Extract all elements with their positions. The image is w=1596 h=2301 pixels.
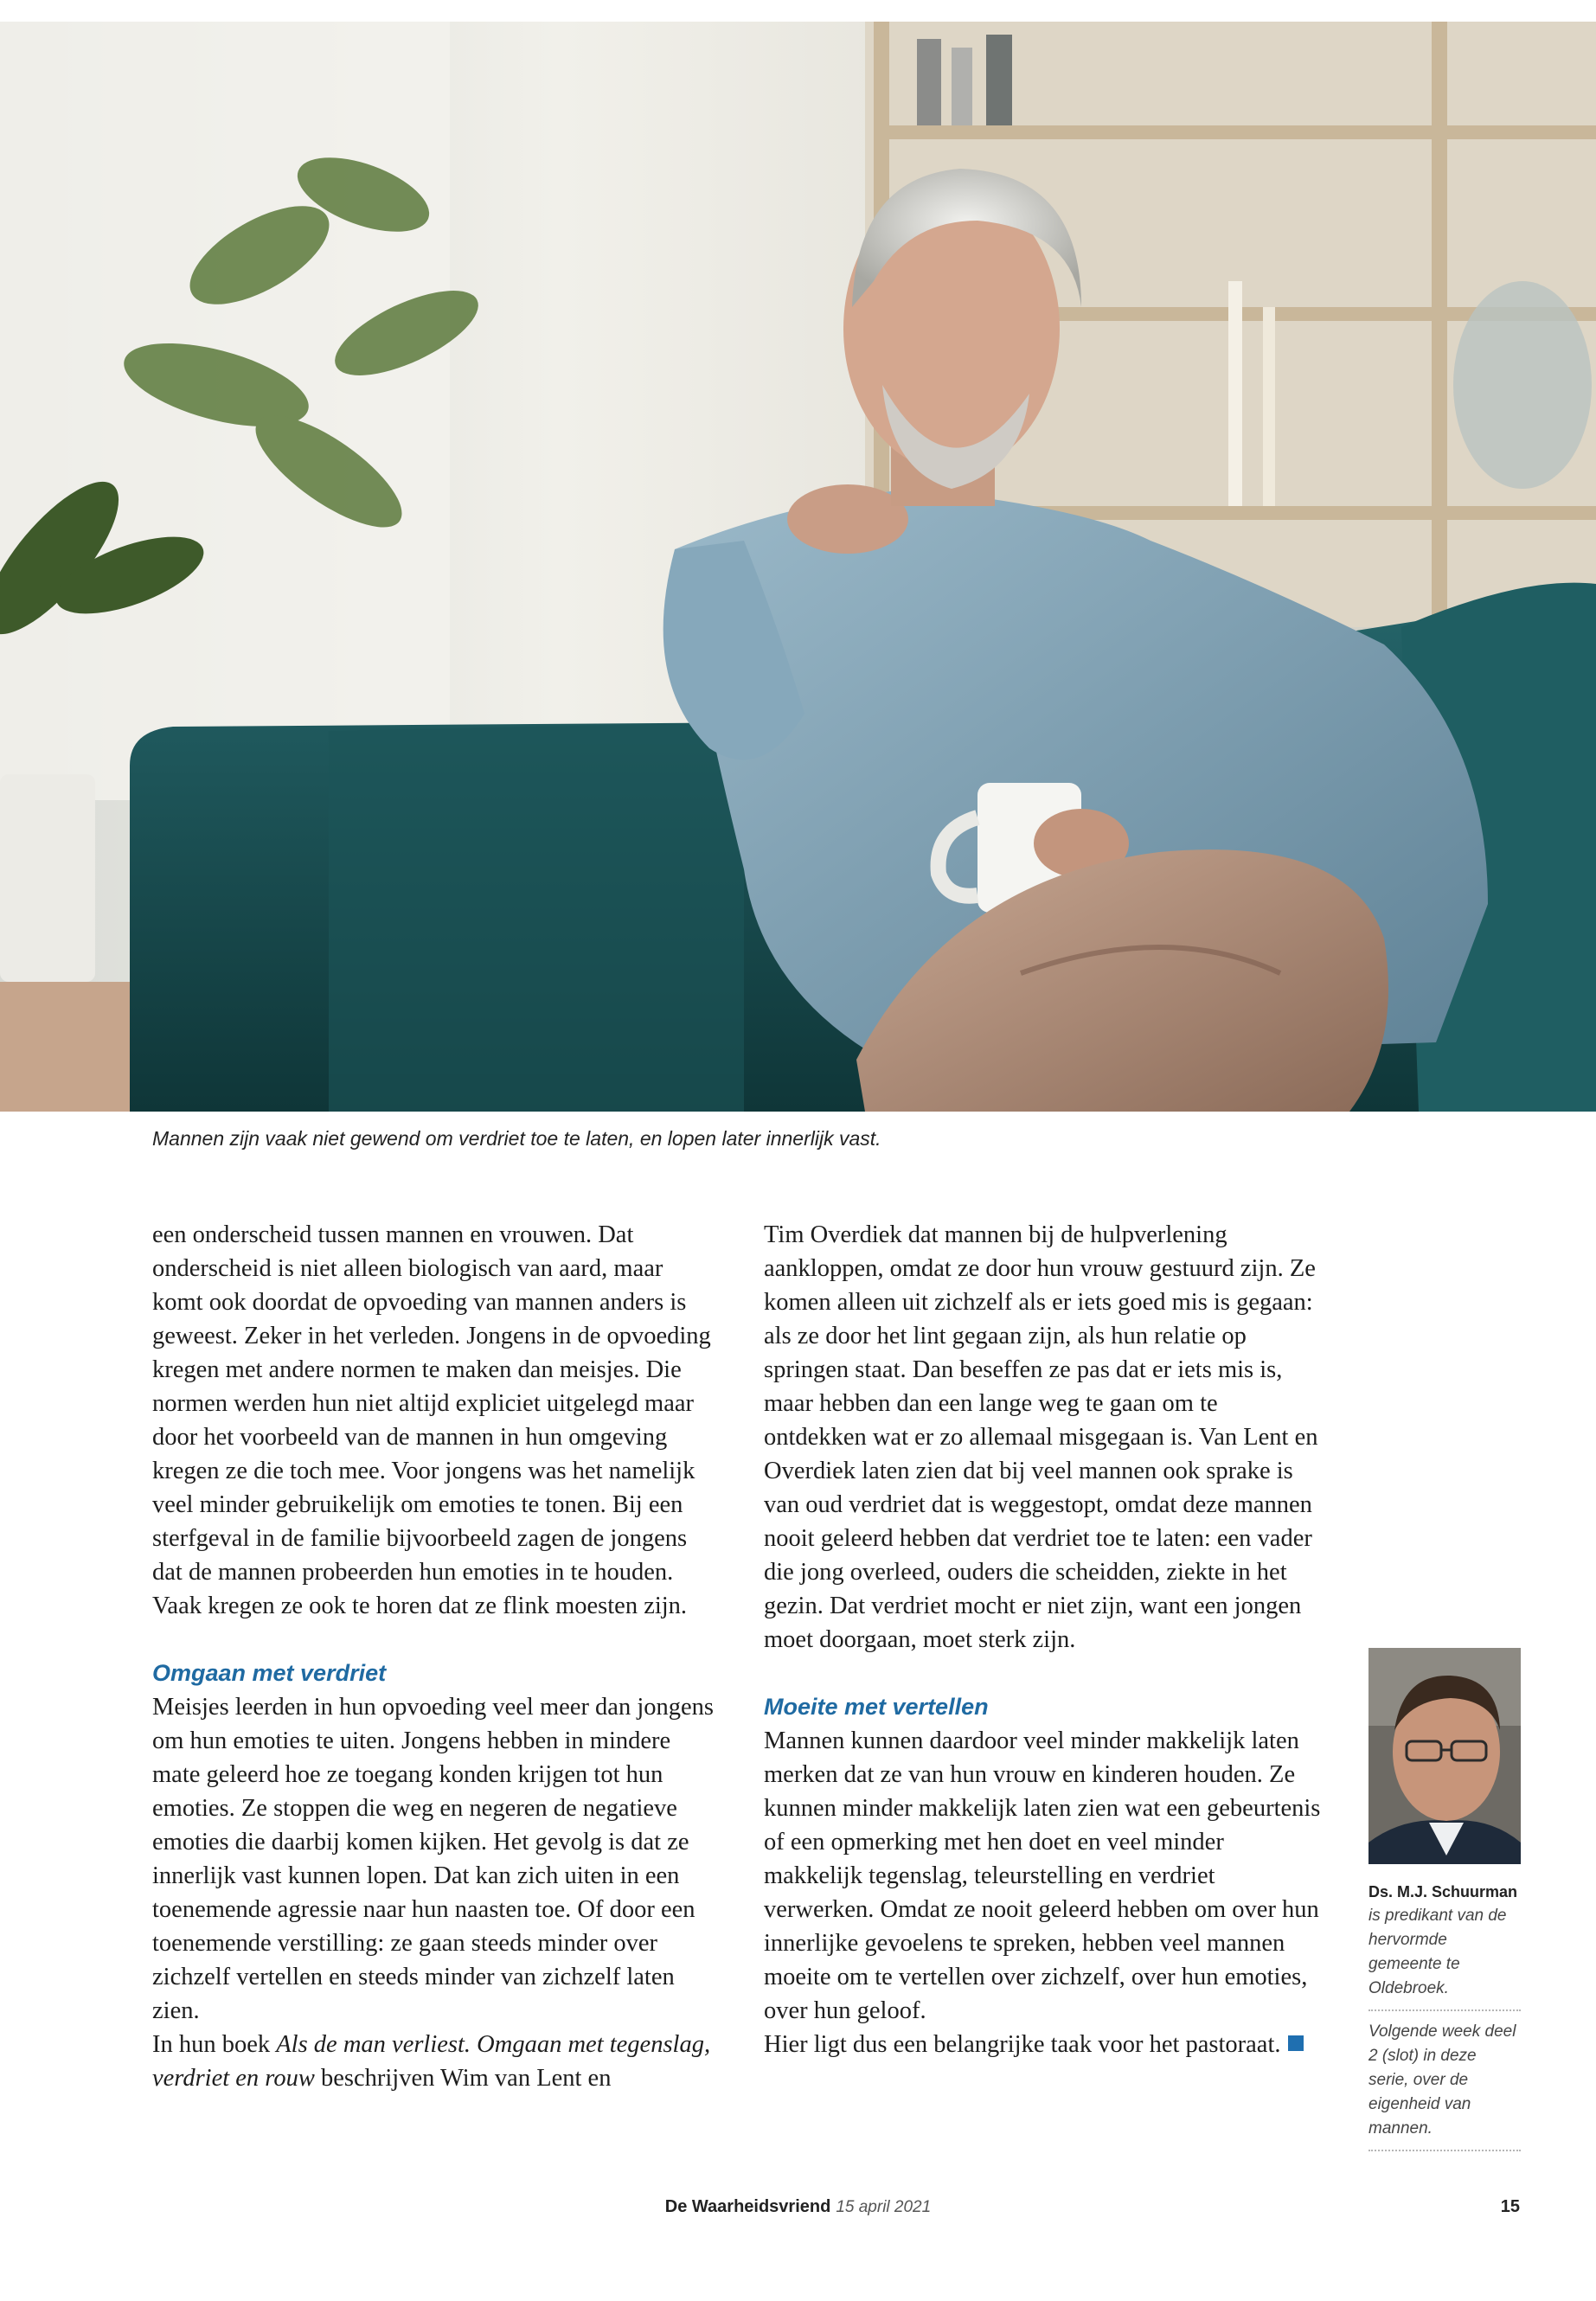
article-column-left — [152, 1218, 715, 2095]
issue-date: 15 april 2021 — [836, 2198, 932, 2216]
body-paragraph — [764, 2028, 1326, 2061]
divider — [1368, 2009, 1521, 2011]
subheading-moeite-met-vertellen: Moeite met vertellen — [764, 1694, 989, 1720]
body-text: Hier ligt dus een belangrijke taak voor het pastoraat. — [764, 2031, 1281, 2058]
body-text: In hun boek — [152, 2031, 277, 2058]
page-footer — [0, 2197, 1596, 2223]
body-paragraph — [152, 2028, 715, 2095]
body-paragraph: Tim Overdiek dat mannen bij de hulpverlening aankloppen, omdat ze door hun vrouw gestuurd zijn. Ze komen alleen uit zichzelf als er iets goed mis is gegaan: als ze door het lint gegaan zijn, als hun relatie op springen staat. Dan beseffen ze pas dat er iets mis is, maar hebben dan een lange weg te gaan om te ontdekken wat er zo allemaal misgegaan is. Van Lent en Overdiek laten zien dat bij veel mannen ook sprake is van oud verdriet dat is weggestopt, omdat deze mannen nooit geleerd hebben dat verdriet toe te laten: een vader die jong overleed, ouders die scheidden, ziekte in het gezin. Dat verdriet mocht er niet zijn, want een jongen moet doorgaan, moet sterk zijn. — [764, 1221, 1318, 1653]
hero-photo — [0, 22, 1596, 1112]
author-role: is predikant van de hervormde gemeente te Oldebroek. — [1368, 1907, 1507, 1997]
photo-caption: Mannen zijn vaak niet gewend om verdriet toe te laten, en lopen later innerlijk vast. — [152, 1127, 881, 1150]
author-sidebar — [1368, 1648, 1521, 2160]
body-text: beschrijven Wim van Lent en — [314, 2065, 612, 2092]
author-portrait-illustration — [1368, 1648, 1521, 1864]
body-paragraph: Mannen kunnen daardoor veel minder makkelijk laten merken dat ze van hun vrouw en kinderen houden. Ze kunnen minder makkelijk laten zien wat een gebeurtenis of een opmerking met hen doet en veel minder makkelijk tegenslag, teleurstelling en verdriet verwerken. Omdat ze nooit geleerd hebben om over hun innerlijke gevoelens te spreken, hebben veel mannen moeite om te vertellen over zichzelf, over hun emoties, over hun geloof. — [764, 1727, 1321, 2024]
divider — [1368, 2150, 1521, 2151]
author-portrait — [1368, 1648, 1521, 1864]
article-column-right — [764, 1218, 1326, 2061]
body-paragraph: een onderscheid tussen mannen en vrouwen. Dat onderscheid is niet alleen biologisch van aard, maar komt ook doordat de opvoeding van mannen anders is geweest. Zeker in het verleden. Jongens in de opvoeding kregen met andere normen te maken dan meisjes. Die normen werden hun niet altijd expliciet uitgelegd maar door het voorbeeld van de mannen in hun omgeving kregen ze die toch mee. Voor jongens was het namelijk veel minder gebruikelijk om emoties te tonen. Bij een sterfgeval in de familie bijvoorbeeld zagen de jongens dat de mannen probeerden hun emoties in te houden. Vaak kregen ze ook te horen dat ze flink moesten zijn. — [152, 1221, 711, 1619]
series-note: Volgende week deel 2 (slot) in deze serie, over de eigenheid van mannen. — [1368, 2022, 1516, 2138]
book-title: Als de man verliest. Omgaan met tegenslag, verdriet en rouw — [152, 2031, 711, 2092]
end-mark-icon — [1288, 2035, 1304, 2051]
subheading-omgaan-met-verdriet: Omgaan met verdriet — [152, 1660, 387, 1686]
body-paragraph: Meisjes leerden in hun opvoeding veel meer dan jongens om hun emoties te uiten. Jongens hebben in mindere mate geleerd hoe ze toegang konden krijgen tot hun emoties. Ze stoppen die weg en negeren de negatieve emoties die daarbij komen kijken. Het gevolg is dat ze innerlijk vast kunnen lopen. Dat kan zich uiten in een toenemende agressie naar hun naasten toe. Of door een toenemende verstilling: ze gaan steeds minder over zichzelf vertellen en steeds minder van zichzelf laten zien. — [152, 1694, 714, 2024]
hero-illustration — [0, 22, 1596, 1112]
author-name: Ds. M.J. Schuurman — [1368, 1883, 1518, 1900]
magazine-name: De Waarheidsvriend — [664, 2197, 831, 2216]
footer-publication — [0, 2197, 1596, 2217]
page-number: 15 — [1500, 2197, 1520, 2216]
